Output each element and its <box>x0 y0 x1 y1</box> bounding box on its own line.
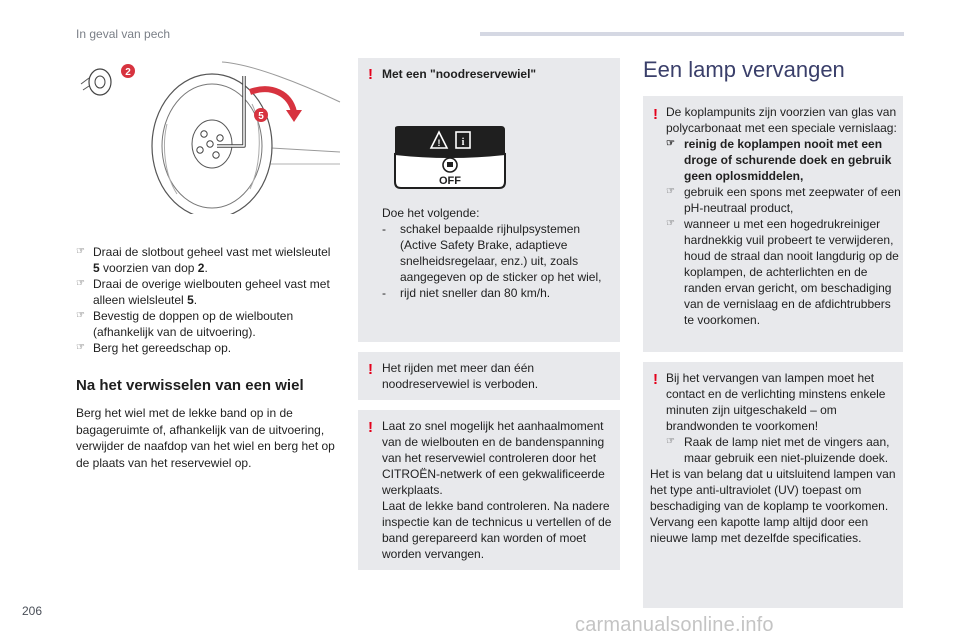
watermark: carmanualsonline.info <box>575 614 774 636</box>
step-item: ☞ Bevestig de doppen op de wielbouten (afhankelijk van de uitvoering). <box>76 309 294 339</box>
lamp-replace-paragraphs: Het is van belang dat u uitsluitend lampen van het type anti-ultraviolet (UV) toepast om beschadiging van de koplamp te voorkomen. Vervang een kapotte lamp altijd door een nieuwe lamp met dezelfde specificaties. <box>650 467 896 545</box>
bullet-icon: ☞ <box>76 246 85 257</box>
svg-text:!: ! <box>437 138 441 148</box>
list-item: ☞ reinig de koplampen nooit met een droge of schurende doek en gebruik geen oplosmiddelen, <box>666 137 892 183</box>
callout-5: 5 <box>258 111 264 122</box>
bullet-icon: ☞ <box>76 310 85 321</box>
wheel-wrench-illustration <box>72 54 342 214</box>
list-item: ☞ Raak de lamp niet met de vingers aan, maar gebruik een niet-pluizende doek. <box>666 435 890 465</box>
lamp-care-content: De koplampunits zijn voorzien van glas van polycarbonaat met een speciale vernislaag: ☞ reinig de koplampen nooit met een droge of schurende doek en gebruik geen oplosmiddelen, ☞ gebruik een spons met zeepwater of een pH-neutraal product, ☞ wanneer u met een hogedrukreiniger hardnekkig vuil probeert te verwijderen, houd de straal dan nooit langdurig op de koplampen, de achterlichten en de randen ervan gericht, om beschadiging van de vernislaag en de afdichtrubbers te voorkomen. <box>666 105 901 327</box>
header-section-label: In geval van pech <box>76 27 171 41</box>
bullet-icon: ☞ <box>666 436 675 447</box>
step-item: ☞ Berg het gereedschap op. <box>76 341 232 355</box>
sticker-off-label: OFF <box>439 175 461 187</box>
bullet-icon: ☞ <box>76 278 85 289</box>
callout-2: 2 <box>125 67 131 78</box>
warning-icon: ! <box>368 419 373 436</box>
bullet-icon: ☞ <box>666 186 675 197</box>
warning-icon: ! <box>653 371 658 388</box>
step-item: ☞ Draai de overige wielbouten geheel vast met alleen wielsleutel 5. <box>76 277 330 307</box>
after-change-body: Berg het wiel met de lekke band op in de bagageruimte of, afhankelijk van de uitvoering, verwijder de naafdop van het wiel en berg het op de plaats van het reservewiel op. <box>76 406 335 470</box>
bullet-icon: ☞ <box>666 218 675 229</box>
page-number: 206 <box>22 604 43 618</box>
list-item: ☞ gebruik een spons met zeepwater of een pH-neutraal product, <box>666 185 901 215</box>
list-item: - rijd niet sneller dan 80 km/h. <box>382 286 551 300</box>
spare-warning-text: Het rijden met meer dan één noodreservewiel is verboden. <box>382 361 539 391</box>
spare-box-content <box>382 205 614 301</box>
bullet-icon: ☞ <box>76 342 85 353</box>
repair-warning-text: Laat zo snel mogelijk het aanhaalmoment van de wielbouten en de bandenspanning van het reservewiel controleren door het CITROËN-netwerk of een gekwalificeerde werkplaats. Laat de lekke band controleren. Na nadere inspectie kan de technicus u vertellen of de band gerepareerd kan worden of moet worden vervangen. <box>382 419 612 561</box>
header-bar <box>480 32 904 36</box>
step-item: ☞ Draai de slotbout geheel vast met wielsleutel 5 voorzien van dop 2. <box>76 245 331 275</box>
warning-icon: ! <box>653 106 658 123</box>
sticker-off-icon <box>393 124 507 190</box>
spare-box-intro: Doe het volgende: <box>382 206 480 220</box>
spare-box-heading: Met een "noodreservewiel" <box>382 67 537 81</box>
after-change-title: Na het verwisselen van een wiel <box>76 377 304 394</box>
wheel-steps-list <box>76 244 336 356</box>
svg-text:i: i <box>461 137 465 148</box>
list-item: - schakel bepaalde rijhulpsystemen (Active Safety Brake, adaptieve snelheidsregelaar, enz.) uit, zoals aangegeven op de sticker op het wiel, <box>382 222 602 284</box>
bullet-icon: ☞ <box>666 138 675 149</box>
warning-icon: ! <box>368 66 373 83</box>
list-item: ☞ wanneer u met een hogedrukreiniger hardnekkig vuil probeert te verwijderen, houd de straal dan nooit langdurig op de koplampen, de achterlichten en de randen ervan gericht, om beschadiging van de vernislaag en de afdichtrubbers te voorkomen. <box>666 217 899 327</box>
lamp-section-title: Een lamp vervangen <box>643 57 845 82</box>
lamp-replace-content: Bij het vervangen van lampen moet het contact en de verlichting minstens enkele minuten zijn uitgeschakeld – om brandwonden te voorkomen! ☞ Raak de lamp niet met de vingers aan, maar gebruik een niet-pluizende doek. <box>666 370 900 466</box>
locking-cap-icon <box>81 69 111 95</box>
warning-icon: ! <box>368 361 373 378</box>
